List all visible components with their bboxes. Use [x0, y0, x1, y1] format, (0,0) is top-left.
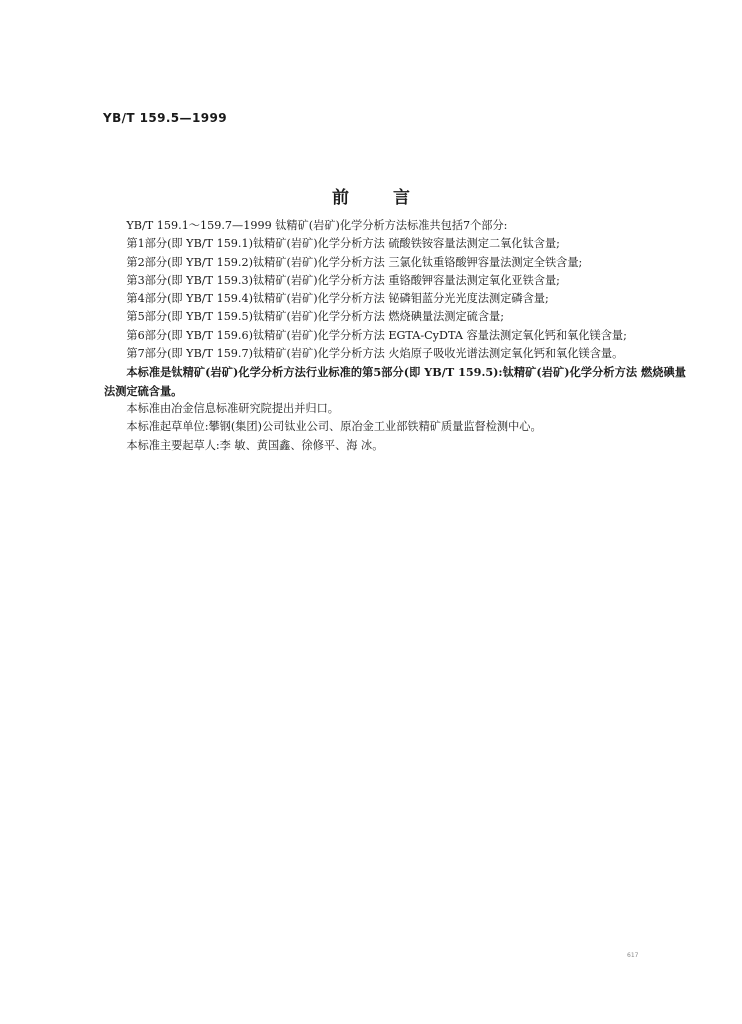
paragraph-part-5: 第5部分(即 YB/T 159.5)钛精矿(岩矿)化学分析方法 燃烧碘量法测定硫含量;: [126, 310, 504, 324]
paragraph-scope: 本标准是钛精矿(岩矿)化学分析方法行业标准的第5部分(即 YB/T 159.5):钛精矿(岩矿)化学分析方法 燃烧碘量法测定硫含量。: [104, 365, 686, 398]
heading-char-1: 前: [332, 188, 349, 208]
foreword-body: [104, 217, 686, 455]
paragraph-part-2: 第2部分(即 YB/T 159.2)钛精矿(岩矿)化学分析方法 三氯化钛重铬酸钾容量法测定全铁含量;: [126, 255, 583, 269]
paragraph-proposer: 本标准由冶金信息标准研究院提出并归口。: [126, 401, 339, 415]
foreword-heading: [0, 183, 742, 208]
paragraph-intro: YB/T 159.1～159.7—1999 钛精矿(岩矿)化学分析方法标准共包括7个部分:: [126, 219, 508, 232]
paragraph-part-4: 第4部分(即 YB/T 159.4)钛精矿(岩矿)化学分析方法 铋磷钼蓝分光光度法测定磷含量;: [126, 292, 549, 306]
paragraph-part-7: 第7部分(即 YB/T 159.7)钛精矿(岩矿)化学分析方法 火焰原子吸收光谱法测定氧化钙和氧化镁含量。: [126, 347, 624, 361]
paragraph-part-1: 第1部分(即 YB/T 159.1)钛精矿(岩矿)化学分析方法 硫酸铁铵容量法测定二氧化钛含量;: [126, 237, 560, 251]
paragraph-part-6: 第6部分(即 YB/T 159.6)钛精矿(岩矿)化学分析方法 EGTA-CyDTA 容量法测定氧化钙和氧化镁含量;: [126, 328, 627, 342]
page-number: 617: [627, 952, 639, 959]
paragraph-drafting-unit: 本标准起草单位:攀钢(集团)公司钛业公司、原冶金工业部铁精矿质量监督检测中心。: [126, 420, 542, 434]
standard-code: YB/T 159.5—1999: [103, 111, 227, 125]
paragraph-drafters: 本标准主要起草人:李 敏、黄国鑫、徐修平、海 冰。: [126, 438, 384, 452]
paragraph-part-3: 第3部分(即 YB/T 159.3)钛精矿(岩矿)化学分析方法 重铬酸钾容量法测定氧化亚铁含量;: [126, 273, 560, 287]
heading-char-2: 言: [393, 188, 410, 208]
